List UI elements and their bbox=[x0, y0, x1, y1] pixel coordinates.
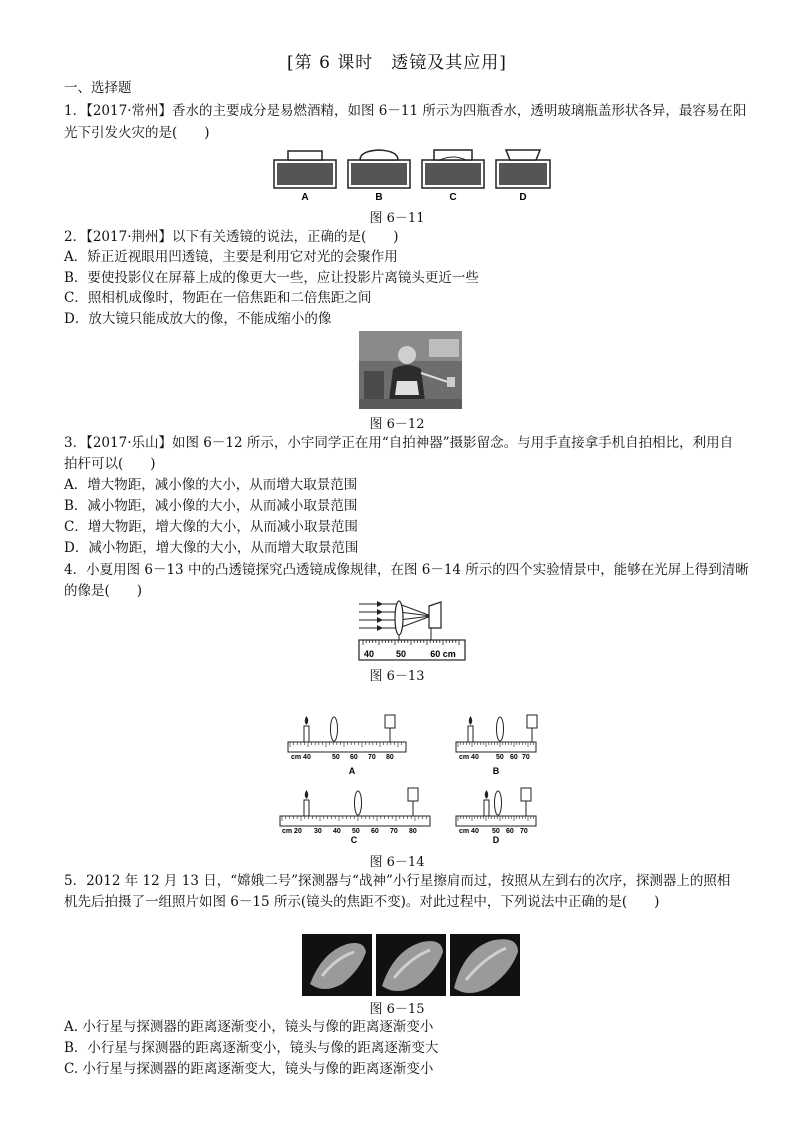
ruler-a-label-1: 50 bbox=[332, 754, 340, 761]
photo-2 bbox=[376, 934, 446, 996]
photo-1 bbox=[302, 934, 372, 996]
lens-c bbox=[355, 791, 362, 815]
ruler-d-label-1: 50 bbox=[492, 828, 500, 835]
ruler-c-label-5: 70 bbox=[390, 828, 398, 835]
section-heading: 一、选择题 bbox=[64, 80, 132, 96]
screen-a bbox=[385, 715, 395, 728]
experiment-b bbox=[456, 715, 537, 776]
q5-line2: 机先后拍摄了一组照片如图 6－15 所示(镜头的焦距不变)。对此过程中，下列说法中正确的是( ) bbox=[64, 894, 660, 910]
lens-b bbox=[497, 717, 504, 741]
convex-lens bbox=[395, 601, 403, 635]
screen-c bbox=[408, 788, 418, 801]
screen-d bbox=[521, 788, 531, 801]
ruler-d-label-0: cm 40 bbox=[459, 828, 479, 835]
fig-6-12-caption: 图 6－12 bbox=[369, 417, 425, 432]
ray-arrows bbox=[377, 601, 383, 631]
bottle-b bbox=[348, 150, 410, 188]
label-b: B bbox=[375, 192, 383, 203]
fig-6-13-caption: 图 6－13 bbox=[369, 669, 425, 684]
q2-option-d: D．放大镜只能成放大的像，不能成缩小的像 bbox=[64, 311, 332, 327]
fig-6-11-caption: 图 6－11 bbox=[369, 211, 425, 226]
bottle-a bbox=[274, 151, 336, 188]
candle-d-icon bbox=[484, 800, 489, 816]
ruler-c-label-1: 30 bbox=[314, 828, 322, 835]
fig-6-13-focal-length bbox=[355, 598, 470, 664]
q2-option-b: B．要使投影仪在屏幕上成的像更大一些，应让投影片离镜头更近一些 bbox=[64, 270, 479, 286]
ruler-d bbox=[456, 816, 536, 826]
q2-stem: 2．【2017·荆州】以下有关透镜的说法，正确的是( ) bbox=[64, 229, 399, 245]
fig-6-14-caption: 图 6－14 bbox=[369, 855, 425, 870]
ruler-a bbox=[288, 742, 406, 752]
ruler-b bbox=[456, 742, 536, 752]
ruler-c-label-3: 50 bbox=[352, 828, 360, 835]
q5-line1: 5．2012 年 12 月 13 日，“嫦娥二号”探测器与“战神”小行星擦肩而过，按照从左到右的次序，探测器上的照相 bbox=[64, 873, 731, 889]
q1-line1: 1．【2017·常州】香水的主要成分是易燃酒精，如图 6－11 所示为四瓶香水，透明玻璃瓶盖形状各异，最容易在阳 bbox=[64, 103, 747, 119]
ruler-a-label-0: cm 40 bbox=[291, 754, 311, 761]
ruler-c-label-2: 40 bbox=[333, 828, 341, 835]
fig-6-15-caption: 图 6－15 bbox=[369, 1002, 425, 1017]
lens-d bbox=[495, 791, 502, 815]
q3-option-b: B．减小物距，减小像的大小，从而减小取景范围 bbox=[64, 498, 358, 514]
ruler-c-label-6: 80 bbox=[409, 828, 417, 835]
label-a: A bbox=[301, 192, 309, 203]
label-c: C bbox=[449, 192, 457, 203]
q3-option-a: A．增大物距，减小像的大小，从而增大取景范围 bbox=[64, 477, 358, 493]
bottle-c bbox=[422, 150, 484, 188]
label-d: D bbox=[492, 835, 500, 844]
ruler-d-label-2: 60 bbox=[506, 828, 514, 835]
ruler-a-label-2: 60 bbox=[350, 754, 358, 761]
ruler-d-label-3: 70 bbox=[520, 828, 528, 835]
candle-b-icon bbox=[468, 726, 473, 742]
q3-option-d: D．减小物距，增大像的大小，从而增大取景范围 bbox=[64, 540, 359, 556]
label-d: D bbox=[519, 192, 527, 203]
light-screen bbox=[429, 602, 441, 628]
label-b: B bbox=[492, 766, 500, 776]
tick-label-50: 50 bbox=[395, 649, 407, 659]
fig-6-11-perfume-bottles bbox=[270, 146, 555, 204]
experiment-d bbox=[456, 788, 536, 844]
ruler-b-label-1: 50 bbox=[496, 754, 504, 761]
q3-option-c: C．增大物距，增大像的大小，从而减小取景范围 bbox=[64, 519, 358, 535]
experiment-c bbox=[280, 788, 430, 844]
tick-label-40: 40 bbox=[363, 649, 375, 659]
experiment-a bbox=[288, 715, 406, 776]
q2-option-a: A．矫正近视眼用凹透镜，主要是利用它对光的会聚作用 bbox=[64, 249, 398, 265]
screen-b bbox=[527, 715, 537, 728]
fig-6-14-experiments bbox=[278, 710, 540, 844]
candle-c-icon bbox=[304, 800, 309, 816]
q5-option-c: C. 小行星与探测器的距离逐渐变大，镜头与像的距离逐渐变小 bbox=[64, 1061, 434, 1077]
candle-a-icon bbox=[304, 726, 309, 742]
label-c: C bbox=[350, 835, 358, 844]
ruler-a-label-4: 80 bbox=[386, 754, 394, 761]
q1-line2: 光下引发火灾的是( ) bbox=[64, 125, 210, 141]
bottle-d bbox=[496, 150, 550, 188]
ruler-b-label-0: cm 40 bbox=[459, 754, 479, 761]
ruler-c-label-4: 60 bbox=[371, 828, 379, 835]
label-a: A bbox=[348, 766, 356, 776]
ruler-c-label-0: cm 20 bbox=[282, 828, 302, 835]
page-title: [第 6 课时 透镜及其应用] bbox=[287, 53, 507, 73]
tick-label-60: 60 cm bbox=[430, 649, 456, 659]
photo-3 bbox=[450, 934, 520, 996]
fig-6-12-selfie-photo bbox=[359, 331, 462, 409]
q3-line1: 3．【2017·乐山】如图 6－12 所示，小宇同学正在用“自拍神器”摄影留念。与用手直接拿手机自拍相比，利用自 bbox=[64, 435, 734, 451]
q2-option-c: C．照相机成像时，物距在一倍焦距和二倍焦距之间 bbox=[64, 290, 372, 306]
ruler-b-label-3: 70 bbox=[522, 754, 530, 761]
q4-line1: 4．小夏用图 6－13 中的凸透镜探究凸透镜成像规律，在图 6－14 所示的四个实验情景中，能够在光屏上得到清晰 bbox=[64, 562, 749, 578]
fig-6-15-asteroid-photos bbox=[302, 934, 520, 996]
q5-option-a: A. 小行星与探测器的距离逐渐变小，镜头与像的距离逐渐变小 bbox=[64, 1019, 434, 1035]
ruler-a-label-3: 70 bbox=[368, 754, 376, 761]
ruler-b-label-2: 60 bbox=[510, 754, 518, 761]
q4-line2: 的像是( ) bbox=[64, 583, 143, 599]
lens-a bbox=[331, 717, 338, 741]
q3-line2: 拍杆可以( ) bbox=[64, 456, 156, 472]
q5-option-b: B．小行星与探测器的距离逐渐变小，镜头与像的距离逐渐变大 bbox=[64, 1040, 439, 1056]
